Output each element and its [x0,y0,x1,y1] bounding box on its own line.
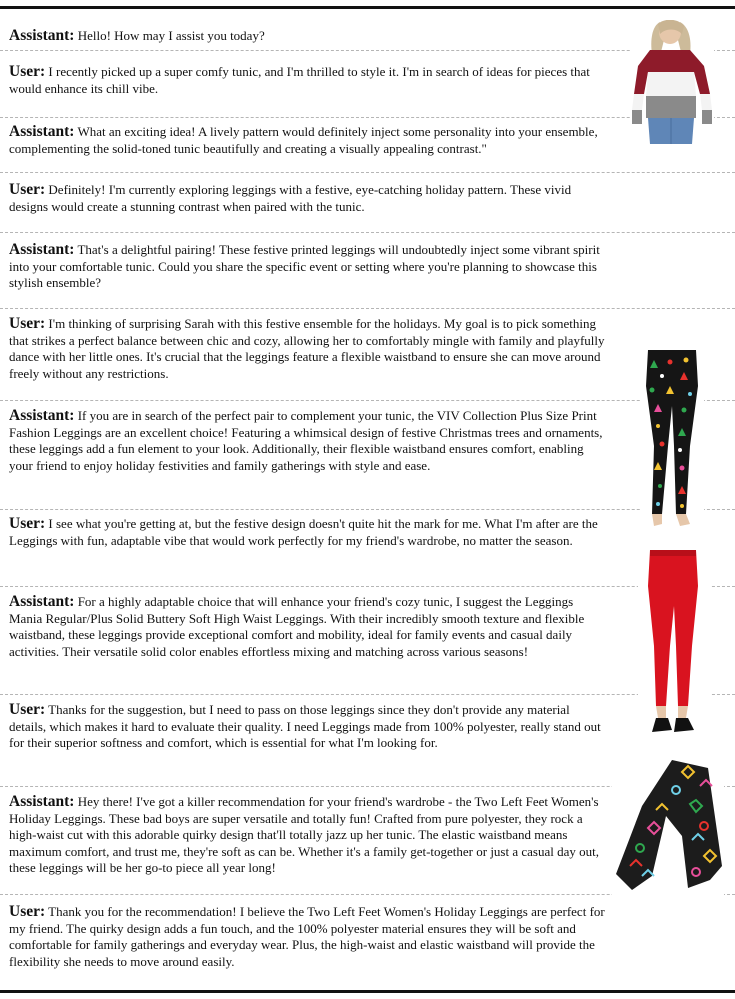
chat-turn [9,242,609,292]
turn-divider [0,694,735,695]
message-text: I recently picked up a super comfy tunic, and I'm thrilled to style it. I'm in search of ideas for pieces that would enhance its chill vibe. [9,64,590,96]
turn-divider [0,50,735,51]
speaker-label: User: [9,515,46,532]
speaker-label: Assistant: [9,241,75,258]
message-text: Hey there! I've got a killer recommendation for your friend's wardrobe - the Two Left Feet Women's Holiday Leggings. These bad boys are super versatile and totally fun! Crafted from pure polyester, they rock a high-waist cut with this adorable quirky design that'll totally jazz up her tunic. The elastic waistband means maximum comfort, and trust me, they're soft as can be. Whether it's a family get-together or just a casual day out, these leggings will be her go-to piece all year long! [9,794,599,875]
message-text: I'm thinking of surprising Sarah with this festive ensemble for the holidays. My goal is to pick something that strikes a perfect balance between chic and cozy, allowing her to comfortably mingle with family and playfully dance with her little ones. It's crucial that the leggings feature a flexible waistband to ensure she can move around freely without any restrictions. [9,316,605,381]
turn-divider [0,400,735,401]
top-rule [0,6,735,9]
turn-divider [0,232,735,233]
chat-turn [9,702,609,752]
chat-turn [9,124,609,157]
christmas-print-leggings-photo [640,346,704,532]
chat-turn [9,316,609,382]
chat-turn [9,408,609,474]
speaker-label: User: [9,903,46,920]
chat-turn [9,516,609,549]
turn-divider [0,308,735,309]
message-text: For a highly adaptable choice that will enhance your friend's cozy tunic, I suggest the Leggings Mania Regular/Plus Solid Buttery Soft High Waist Leggings. With their incredibly smooth texture and flexible waistband, these leggings provide exceptional comfort and mobility, ideal for family events and casual daily activities. Their versatile solid color enables effortless mixing and matching across various seasons! [9,594,585,659]
speaker-label: Assistant: [9,593,75,610]
message-text: That's a delightful pairing! These festive printed leggings will undoubtedly inject some vibrant spirit into your comfortable tunic. Could you share the specific event or setting where you're planning to showcase this stylish ensemble? [9,242,600,290]
speaker-label: User: [9,315,46,332]
turn-divider [0,172,735,173]
message-text: What an exciting idea! A lively pattern would definitely inject some personality into your ensemble, complementing the solid-toned tunic beautifully and creating a visually appealing contrast." [9,124,598,156]
speaker-label: Assistant: [9,793,75,810]
message-text: I see what you're getting at, but the festive design doesn't quite hit the mark for me. What I'm after are the Leggings with fun, adaptable vibe that would work perfectly for my friend's wardrobe, no matter the season. [9,516,598,548]
message-text: Thanks for the suggestion, but I need to pass on those leggings since they don't provide any material details, which makes it hard to evaluate their quality. I need Leggings made from 100% polyester, really stand out for their superior softness and comfort, which is essential for what I'm looking for. [9,702,601,750]
turn-divider [0,509,735,510]
message-text: Thank you for the recommendation! I believe the Two Left Feet Women's Holiday Leggings are perfect for my friend. The quirky design adds a fun touch, and the 100% polyester material ensures they will be soft and comfortable for family gatherings and everyday wear. Plus, the high-waist and elastic waistband will provide the flexibility she needs to move around easily. [9,904,605,969]
message-text: Definitely! I'm currently exploring leggings with a festive, eye-catching holiday pattern. These vivid designs would create a stunning contrast when paired with the tunic. [9,182,572,214]
speaker-label: Assistant: [9,27,75,44]
message-text: If you are in search of the perfect pair to complement your tunic, the VIV Collection Plus Size Print Fashion Leggings are an excellent choice! Featuring a whimsical design of festive Christmas trees and ornaments, these leggings add a fun element to your look. Additionally, their flexible waistband ensures comfort, enabling your friend to enjoy holiday festivities and family gatherings with style and ease. [9,408,603,473]
speaker-label: Assistant: [9,123,75,140]
turn-divider [0,586,735,587]
speaker-label: Assistant: [9,407,75,424]
speaker-label: User: [9,63,46,80]
red-solid-leggings-photo [638,546,710,736]
message-text: Hello! How may I assist you today? [74,28,265,43]
bottom-rule [0,990,735,993]
chat-turn [9,594,609,660]
holiday-print-leggings-photo [612,756,724,896]
chat-turn [9,182,609,215]
chat-turn [9,28,609,45]
chat-turn [9,904,609,970]
chat-turn [9,794,609,877]
speaker-label: User: [9,701,46,718]
chat-turn [9,64,609,97]
turn-divider [0,117,735,118]
speaker-label: User: [9,181,46,198]
tunic-photo [630,20,714,144]
